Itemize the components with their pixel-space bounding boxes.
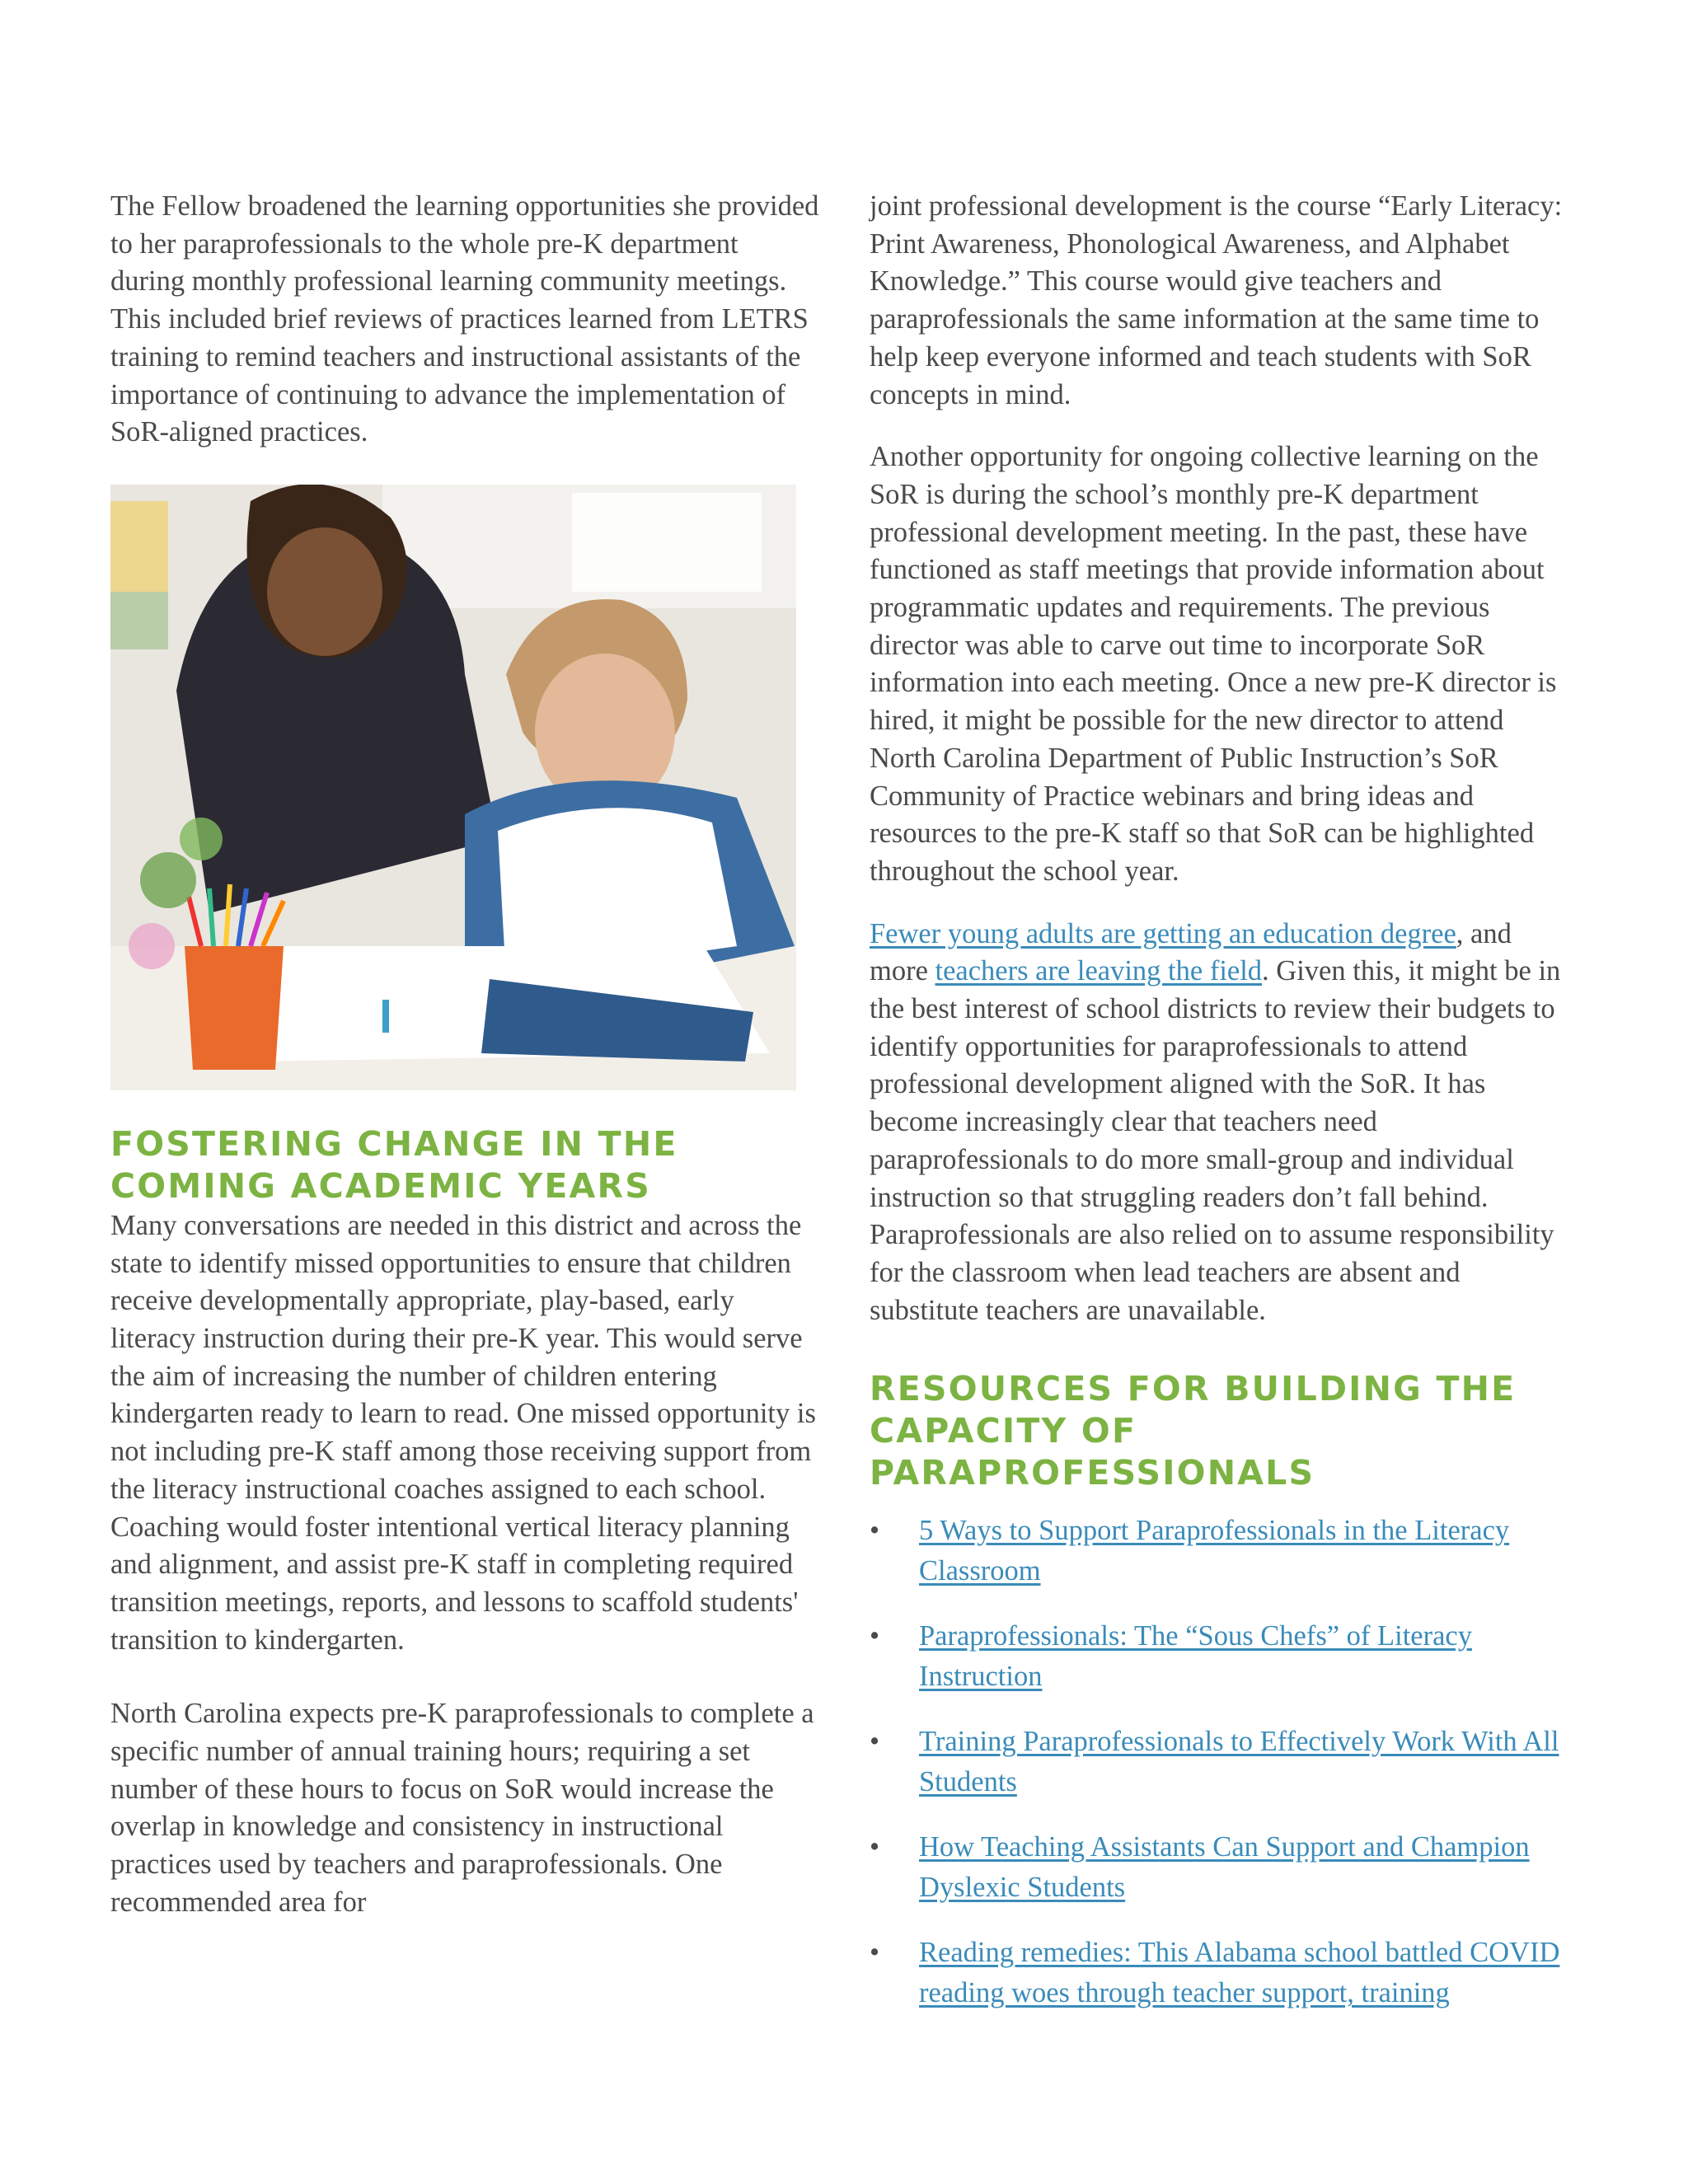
resources-list [870,1511,1574,2013]
resource-link-teaching-assistants-dyslexia[interactable]: How Teaching Assistants Can Support and Champion Dyslexic Students [919,1831,1530,1904]
education-degree-link[interactable]: Fewer young adults are getting an education degree [870,917,1456,949]
section-heading-fostering-change: FOSTERING CHANGE IN THE COMING ACADEMIC YEARS [110,1123,678,1206]
resource-link-sous-chefs[interactable]: Paraprofessionals: The “Sous Chefs” of Literacy Instruction [919,1620,1472,1693]
resource-link-training-paraprofessionals[interactable]: Training Paraprofessionals to Effectively Work With All Students [919,1726,1559,1798]
classroom-photo [110,485,796,1090]
missed-opportunities-paragraph: Many conversations are needed in this district and across the state to identify missed opportunities to ensure that children receive developmentally appropriate, play-based, early literacy instruction during their pre-K year. This would serve the aim of increasing the number of children entering kindergarten ready to learn to read. One missed opportunity is not including pre-K staff among those receiving support from the literacy instructional coaches assigned to each school. Coaching would foster intentional vertical literacy planning and alignment, and assist pre-K staff in completing required transition meetings, reports, and lessons to scaffold students' transition to kindergarten. [110,1209,816,1656]
bullet-icon: • [870,1726,880,1758]
bullet-icon: • [870,1515,880,1547]
list-item [870,1616,1574,1697]
budget-text-2: . Given this, it might be in the best interest of school districts to review their budgets to identify opportunities for paraprofessionals to attend professional development aligned with the SoR. It has become increasingly clear that teachers need paraprofessionals to do more small-group and individual instruction so that struggling readers don’t fall behind. Paraprofessionals are also relied on to assume responsibility for the classroom when lead teachers are absent and substitute teachers are unavailable. [870,955,1561,1326]
bullet-icon: • [870,1620,880,1652]
joint-pd-paragraph: joint professional development is the course “Early Literacy: Print Awareness, Phonological Awareness, and Alphabet Knowledge.” This course would give teachers and paraprofessionals the same information at the same time to help keep everyone informed and teach students with SoR concepts in mind. [870,190,1563,410]
list-item [870,1722,1574,1802]
list-item [870,1511,1574,1591]
left-column [110,188,819,1922]
collective-learning-paragraph: Another opportunity for ongoing collective learning on the SoR is during the school’s monthly pre-K department professional development meeting. In the past, these have functioned as staff meetings that provide information about programmatic updates and requirements. The previous director was able to carve out time to incorporate SoR information into each meeting. Once a new pre-K director is hired, it might be possible for the new director to attend North Carolina Department of Public Instruction’s SoR Community of Practice webinars and bring ideas and resources to the pre-K staff so that SoR can be highlighted throughout the school year. [870,441,1557,887]
leaving-field-link[interactable]: teachers are leaving the field [935,955,1263,987]
training-hours-paragraph: North Carolina expects pre-K paraprofessionals to complete a specific number of annual training hours; requiring a set number of these hours to focus on SoR would increase the overlap in knowledge and consistency in instructional practices used by teachers and paraprofessionals. One recommended area for [110,1698,814,1918]
budget-paragraph [870,916,1574,1330]
section-heading-resources: RESOURCES FOR BUILDING THE CAPACITY OF PARAPROFESSIONALS [870,1369,1517,1493]
resource-link-support-paraprofessionals[interactable]: 5 Ways to Support Paraprofessionals in the Literacy Classroom [919,1515,1510,1587]
intro-paragraph: The Fellow broadened the learning opportunities she provided to her paraprofessionals to the whole pre-K department during monthly professional learning community meetings. This included brief reviews of practices learned from LETRS training to remind teachers and instructional assistants of the importance of continuing to advance the implementation of SoR-aligned practices. [110,190,819,448]
list-item [870,1827,1574,1908]
right-column [870,188,1574,2038]
resource-link-reading-remedies[interactable]: Reading remedies: This Alabama school battled COVID reading woes through teacher support, training [919,1937,1560,2009]
budget-text-1: , and more [870,917,1512,987]
bullet-icon: • [870,1937,880,1969]
bullet-icon: • [870,1831,880,1863]
list-item [870,1933,1574,2013]
